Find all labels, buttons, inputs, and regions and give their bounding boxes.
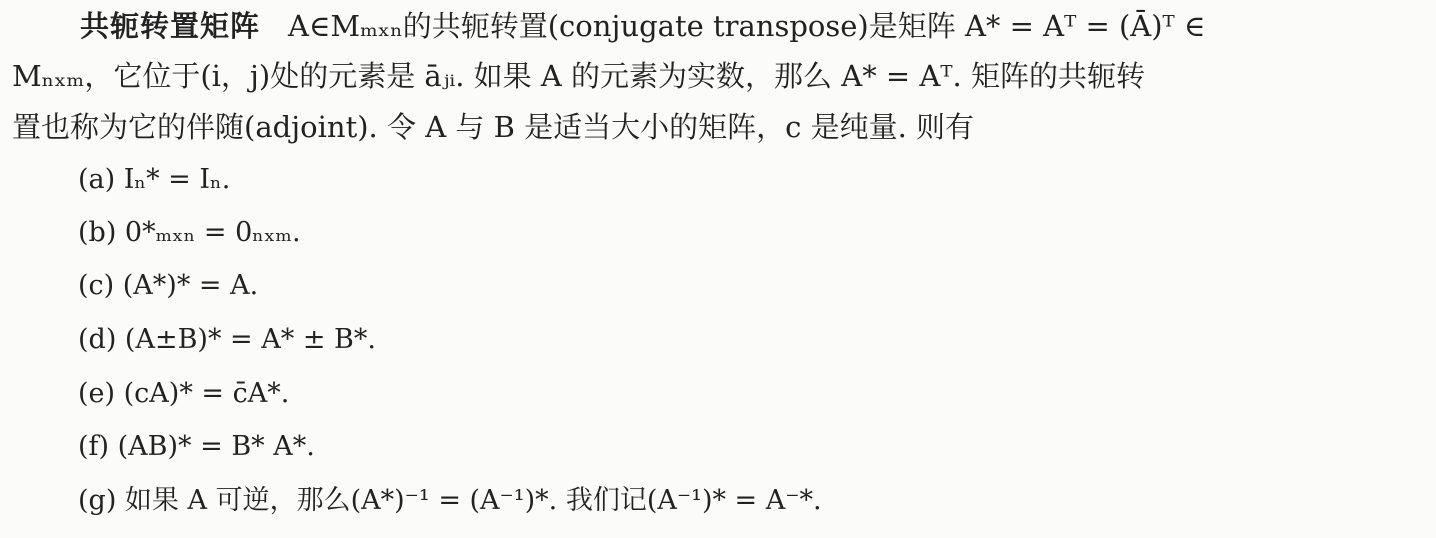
line1-text: A∈Mₘₓₙ的共轭转置(conjugate transpose)是矩阵 A* = Aᵀ = (Ā)ᵀ ∈ [288, 9, 1206, 43]
definition-term: 共轭转置矩阵 [80, 9, 261, 43]
property-g: (g) 如果 A 可逆，那么(A*)⁻¹ = (A⁻¹)*. 我们记(A⁻¹)* = A⁻*. [78, 485, 822, 516]
property-c: (c) (A*)* = A. [78, 270, 259, 301]
property-e: (e) (cA)* = c̄A*. [78, 378, 290, 409]
paragraph-line-3: 置也称为它的伴随(adjoint). 令 A 与 B 是适当大小的矩阵，c 是纯量. 则有 [12, 110, 974, 144]
paragraph-line-1 [12, 6, 1428, 46]
property-b: (b) 0*ₘₓₙ = 0ₙₓₘ. [78, 217, 301, 248]
property-d: (d) (A±B)* = A* ± B*. [78, 324, 376, 355]
property-f: (f) (AB)* = B* A*. [78, 431, 315, 462]
paragraph-line-2: Mₙₓₘ，它位于(i，j)处的元素是 āⱼᵢ. 如果 A 的元素为实数，那么 A* = Aᵀ. 矩阵的共轭转 [12, 59, 1145, 93]
property-a: (a) Iₙ* = Iₙ. [78, 164, 231, 195]
